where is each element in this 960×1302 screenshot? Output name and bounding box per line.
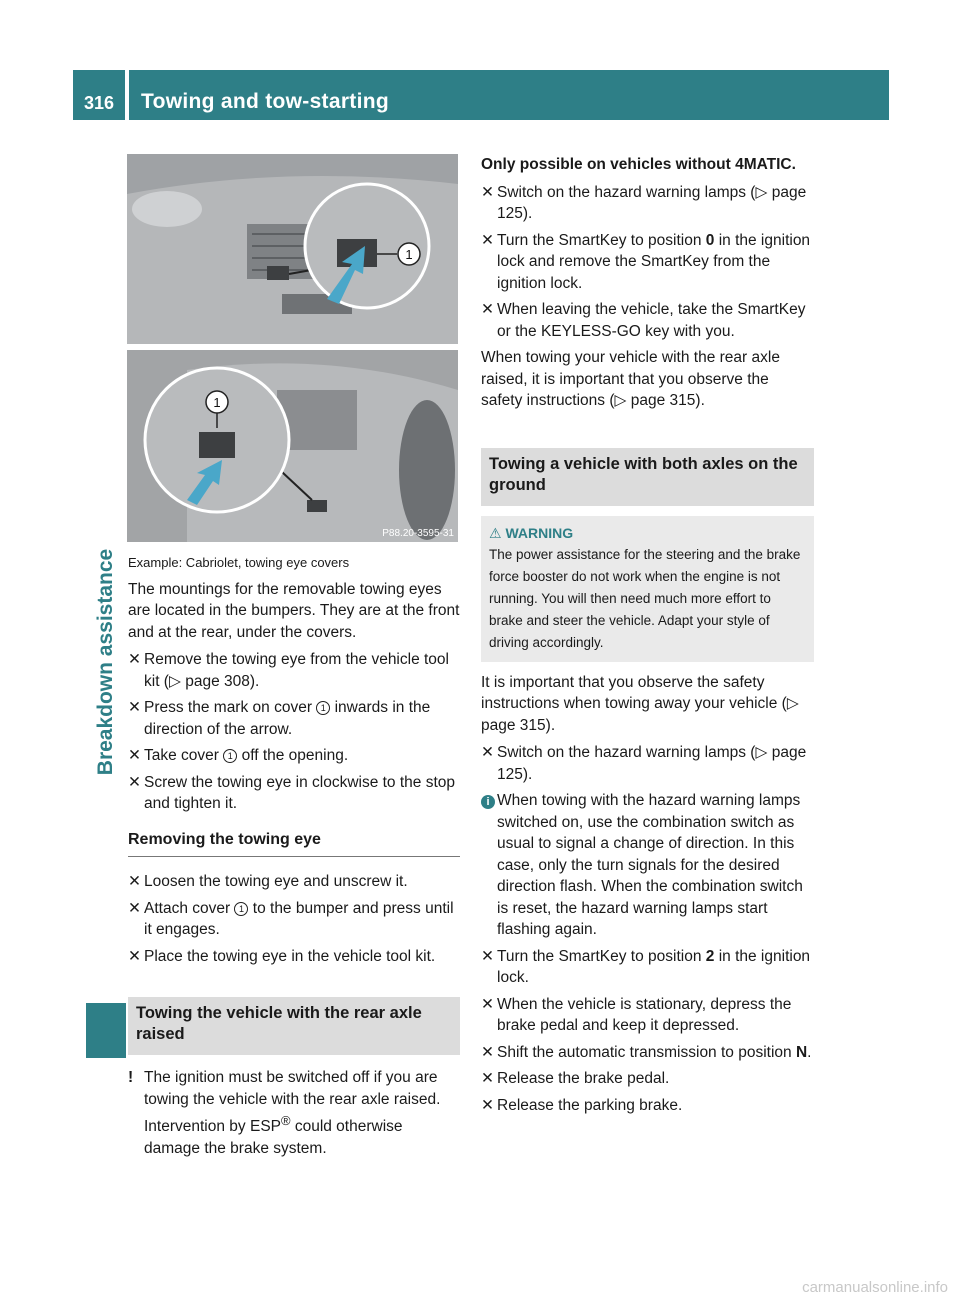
- svg-text:1: 1: [405, 247, 413, 262]
- step-place-eye: ✕ Place the towing eye in the vehicle tool kit.: [128, 947, 436, 965]
- step-hazard-2: ✕ Switch on the hazard warning lamps (▷ page 125).: [481, 744, 807, 783]
- callout-1-icon: 1: [234, 902, 248, 916]
- left-column: [128, 552, 460, 1164]
- callout-1-icon: 1: [223, 749, 237, 763]
- section-heading-both-axles: Towing a vehicle with both axles on the ground: [481, 448, 814, 506]
- step-remove-eye: ✕ Remove the towing eye from the vehicle tool kit (▷ page 308).: [128, 651, 449, 690]
- section-heading-rear-axle: Towing the vehicle with the rear axle raised: [128, 997, 460, 1055]
- warning-text: The power assistance for the steering and the brake force booster do not work when the engine is not running. You will then need much more effort to brake and steer the vehicle. Adapt your style of driving accordingly.: [489, 546, 801, 650]
- warning-box: [481, 516, 814, 662]
- step-release-parking: ✕ Release the parking brake.: [481, 1096, 683, 1114]
- info-icon: i: [481, 795, 495, 809]
- right-column: [481, 154, 814, 1121]
- page-title: Towing and tow-starting: [141, 90, 389, 113]
- exclamation-icon: !: [128, 1069, 134, 1086]
- step-take-cover: ✕ Take cover 1 off the opening.: [128, 747, 349, 764]
- rear-axle-paragraph: When towing your vehicle with the rear axle raised, it is important that you observe the safety instructions (▷ page 315).: [481, 349, 780, 409]
- callout-1-icon: 1: [316, 701, 330, 715]
- safety-paragraph: It is important that you observe the safety instructions when towing away your vehicle (▷ page 315).: [481, 673, 799, 734]
- figure-rear-bumper: [127, 350, 458, 542]
- subheading-removing: Removing the towing eye: [128, 829, 460, 858]
- figure-code: P88.20-3595-31: [382, 528, 454, 539]
- front-bumper-illustration: [127, 154, 458, 344]
- step-shift-n: ✕ Shift the automatic transmission to position N.: [481, 1043, 812, 1061]
- step-screw-eye: ✕ Screw the towing eye in clockwise to the stop and tighten it.: [128, 773, 456, 812]
- header-divider: [125, 70, 129, 120]
- step-smartkey-0: ✕ Turn the SmartKey to position 0 in the ignition lock and remove the SmartKey from the ignition lock.: [481, 231, 811, 292]
- caution-note: ! The ignition must be switched off if you are towing the vehicle with the rear axle raised. Intervention by ESP® could otherwise damage the brake system.: [128, 1069, 441, 1157]
- figure-caption: Example: Cabriolet, towing eye covers: [128, 555, 350, 570]
- figure-front-bumper: [127, 154, 458, 344]
- step-attach-cover: ✕ Attach cover 1 to the bumper and press until it engages.: [128, 899, 454, 938]
- lead-text: Only possible on vehicles without 4MATIC.: [481, 156, 796, 173]
- intro-paragraph: The mountings for the removable towing eyes are located in the bumpers. They are at the front and at the rear, under the covers.: [128, 580, 460, 641]
- warning-title: ⚠ WARNING: [489, 524, 574, 541]
- watermark: carmanualsonline.info: [802, 1279, 948, 1296]
- sidebar-tab-marker: [86, 1003, 126, 1058]
- step-loosen: ✕ Loosen the towing eye and unscrew it.: [128, 873, 408, 890]
- rear-bumper-illustration: [127, 350, 458, 542]
- page-number: 316: [83, 93, 115, 113]
- step-brake-pedal: ✕ When the vehicle is stationary, depress the brake pedal and keep it depressed.: [481, 995, 792, 1034]
- svg-text:1: 1: [213, 395, 221, 410]
- warning-triangle-icon: ⚠: [489, 524, 506, 541]
- step-release-brake: ✕ Release the brake pedal.: [481, 1070, 670, 1087]
- step-smartkey-2: ✕ Turn the SmartKey to position 2 in the ignition lock.: [481, 947, 811, 986]
- step-press-mark: ✕ Press the mark on cover 1 inwards in the direction of the arrow.: [128, 699, 431, 738]
- step-leave-vehicle: ✕ When leaving the vehicle, take the SmartKey or the KEYLESS-GO key with you.: [481, 301, 806, 340]
- info-note: i When towing with the hazard warning lamps switched on, use the combination switch as usual to signal a change of direction. In this case, only the turn signals for the desired direction flash. When the combination switch is reset, the hazard warning lamps start flashing again.: [481, 790, 814, 941]
- step-hazard-1: ✕ Switch on the hazard warning lamps (▷ page 125).: [481, 183, 807, 222]
